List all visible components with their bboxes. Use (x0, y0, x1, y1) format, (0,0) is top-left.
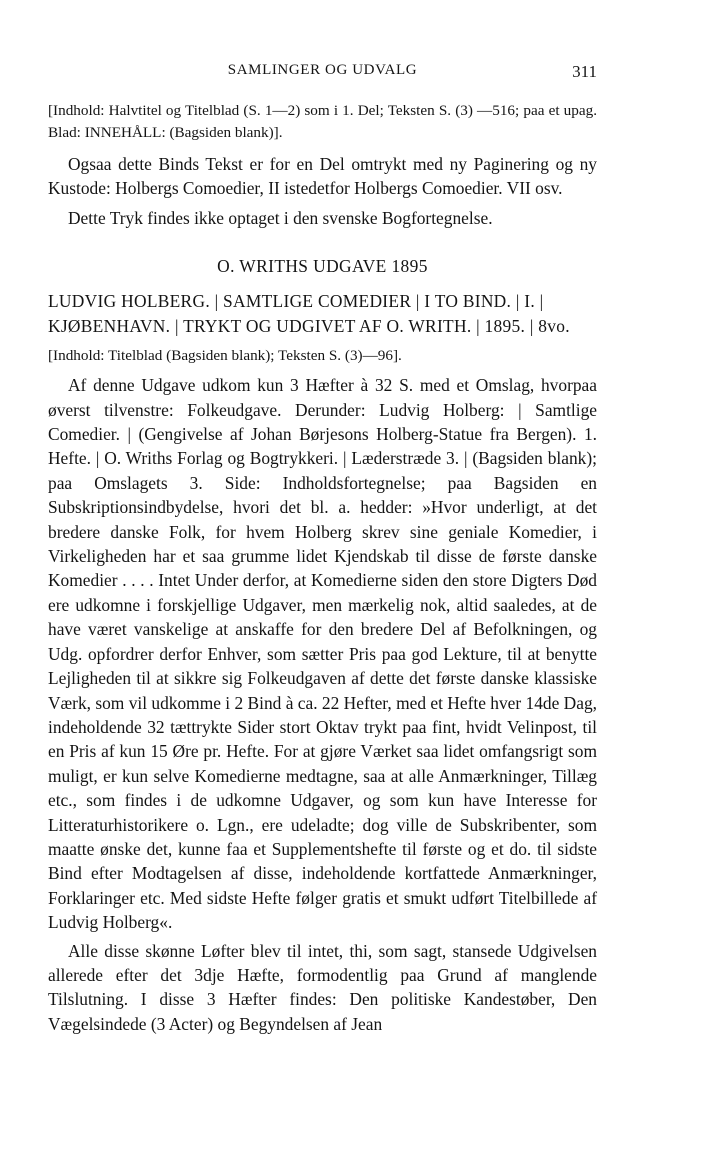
body-text (48, 100, 597, 1036)
contents-note-2: [Indhold: Titelblad (Bagsiden blank); Teksten S. (3)—96]. (48, 347, 402, 365)
paragraph-edition-description: Af denne Udgave udkom kun 3 Hæfter à 32 S. med et Omslag, hvorpaa øverst tilvenstre: Folkeudgave. Derunder: Ludvig Holberg: | Samtlige Comedier. | (Gengivelse af Johan Børjesons Holberg-Statue fra Bergen). 1. Hefte. | O. Wriths Forlag og Bogtrykkeri. | Læderstræde 3. | (Bagsiden blank); paa Omslagets 3. Side: Indholdsfortegnelse; paa Bagsiden en Subskriptionsindbydelse, hvori det bl. a. hedder: »Hvor underligt, at det bredere danske Folk, for hvem Holberg skrev sine geniale Komedier, i Virkeligheden har et saa grumme lidet Kjendskab til disse de første danske Komedier . . . . Intet Under derfor, at Komedierne siden den store Digters Død ere udkomne i forskjellige Udgaver, men mærkelig nok, altid saaledes, at de have været vanskelige at anskaffe for den bredere Del af Befolkningen, og Udg. opfordrer derfor Enhver, som sætter Pris paa god Lekture, til at benytte Lejligheden til at sikkre sig Folkeudgaven af dette det første danske klassiske Værk, som vil udkomme i 2 Bind à ca. 22 Hefter, med et Hefte hver 14de Dag, indeholdende 32 tættrykte Sider stort Oktav trykt paa fint, hvidt Velinpost, til en Pris af kun 15 Øre pr. Hefte. For at gjøre Værket saa lidet omfangsrigt som muligt, er kun selve Komedierne medtagne, saa at alle Anmærkninger, Tillæg etc., som findes i de udkomne Udgaver, og som kun have Interesse for Litteraturhistorikere o. Lgn., ere udeladte; dog ville de Subskribenter, som maatte ønske det, kunne faa et Supplementshefte til første og et do. til sidste Bind efter Modtagelsen af disse, indeholdende kortfattede Anmærkninger, Forklaringer etc. Med sidste Hefte følger gratis et smukt udført Titelbillede af Ludvig Holberg«. (48, 375, 597, 933)
running-head-title: SAMLINGER OG UDVALG (227, 62, 418, 78)
paragraph-swedish-bibliography: Dette Tryk findes ikke optaget i den svenske Bogfortegnelse. (68, 207, 493, 228)
title-page-transcription: LUDVIG HOLBERG. | SAMTLIGE COMEDIER | I TO BIND. | I. | KJØBENHAVN. | TRYKT OG UDGIVET AF O. WRITH. | 1895. | 8vo. (48, 291, 570, 337)
running-head (48, 62, 597, 84)
paragraph-pagination: Ogsaa dette Binds Tekst er for en Del omtrykt med ny Paginering og ny Kustode: Holbergs Comoedier, II istedetfor Holbergs Comoedier. VII osv. (48, 154, 597, 199)
contents-note-1: [Indhold: Halvtitel og Titelblad (S. 1—2) som i 1. Del; Teksten S. (3) —516; paa et upag. Blad: INNEHÅLL: (Bagsiden blank)]. (48, 102, 597, 141)
section-heading: O. WRITHS UDGAVE 1895 (217, 256, 428, 277)
paragraph-promises: Alle disse skønne Løfter blev til intet, thi, som sagt, stansede Udgivelsen allerede efter det 3dje Hæfte, formodentlig paa Grund af manglende Tilslutning. I disse 3 Hæfter findes: Den politiske Kandestøber, Den Vægelsindede (3 Acter) og Begyndelsen af Jean (48, 940, 597, 1034)
page-number: 311 (572, 62, 597, 81)
